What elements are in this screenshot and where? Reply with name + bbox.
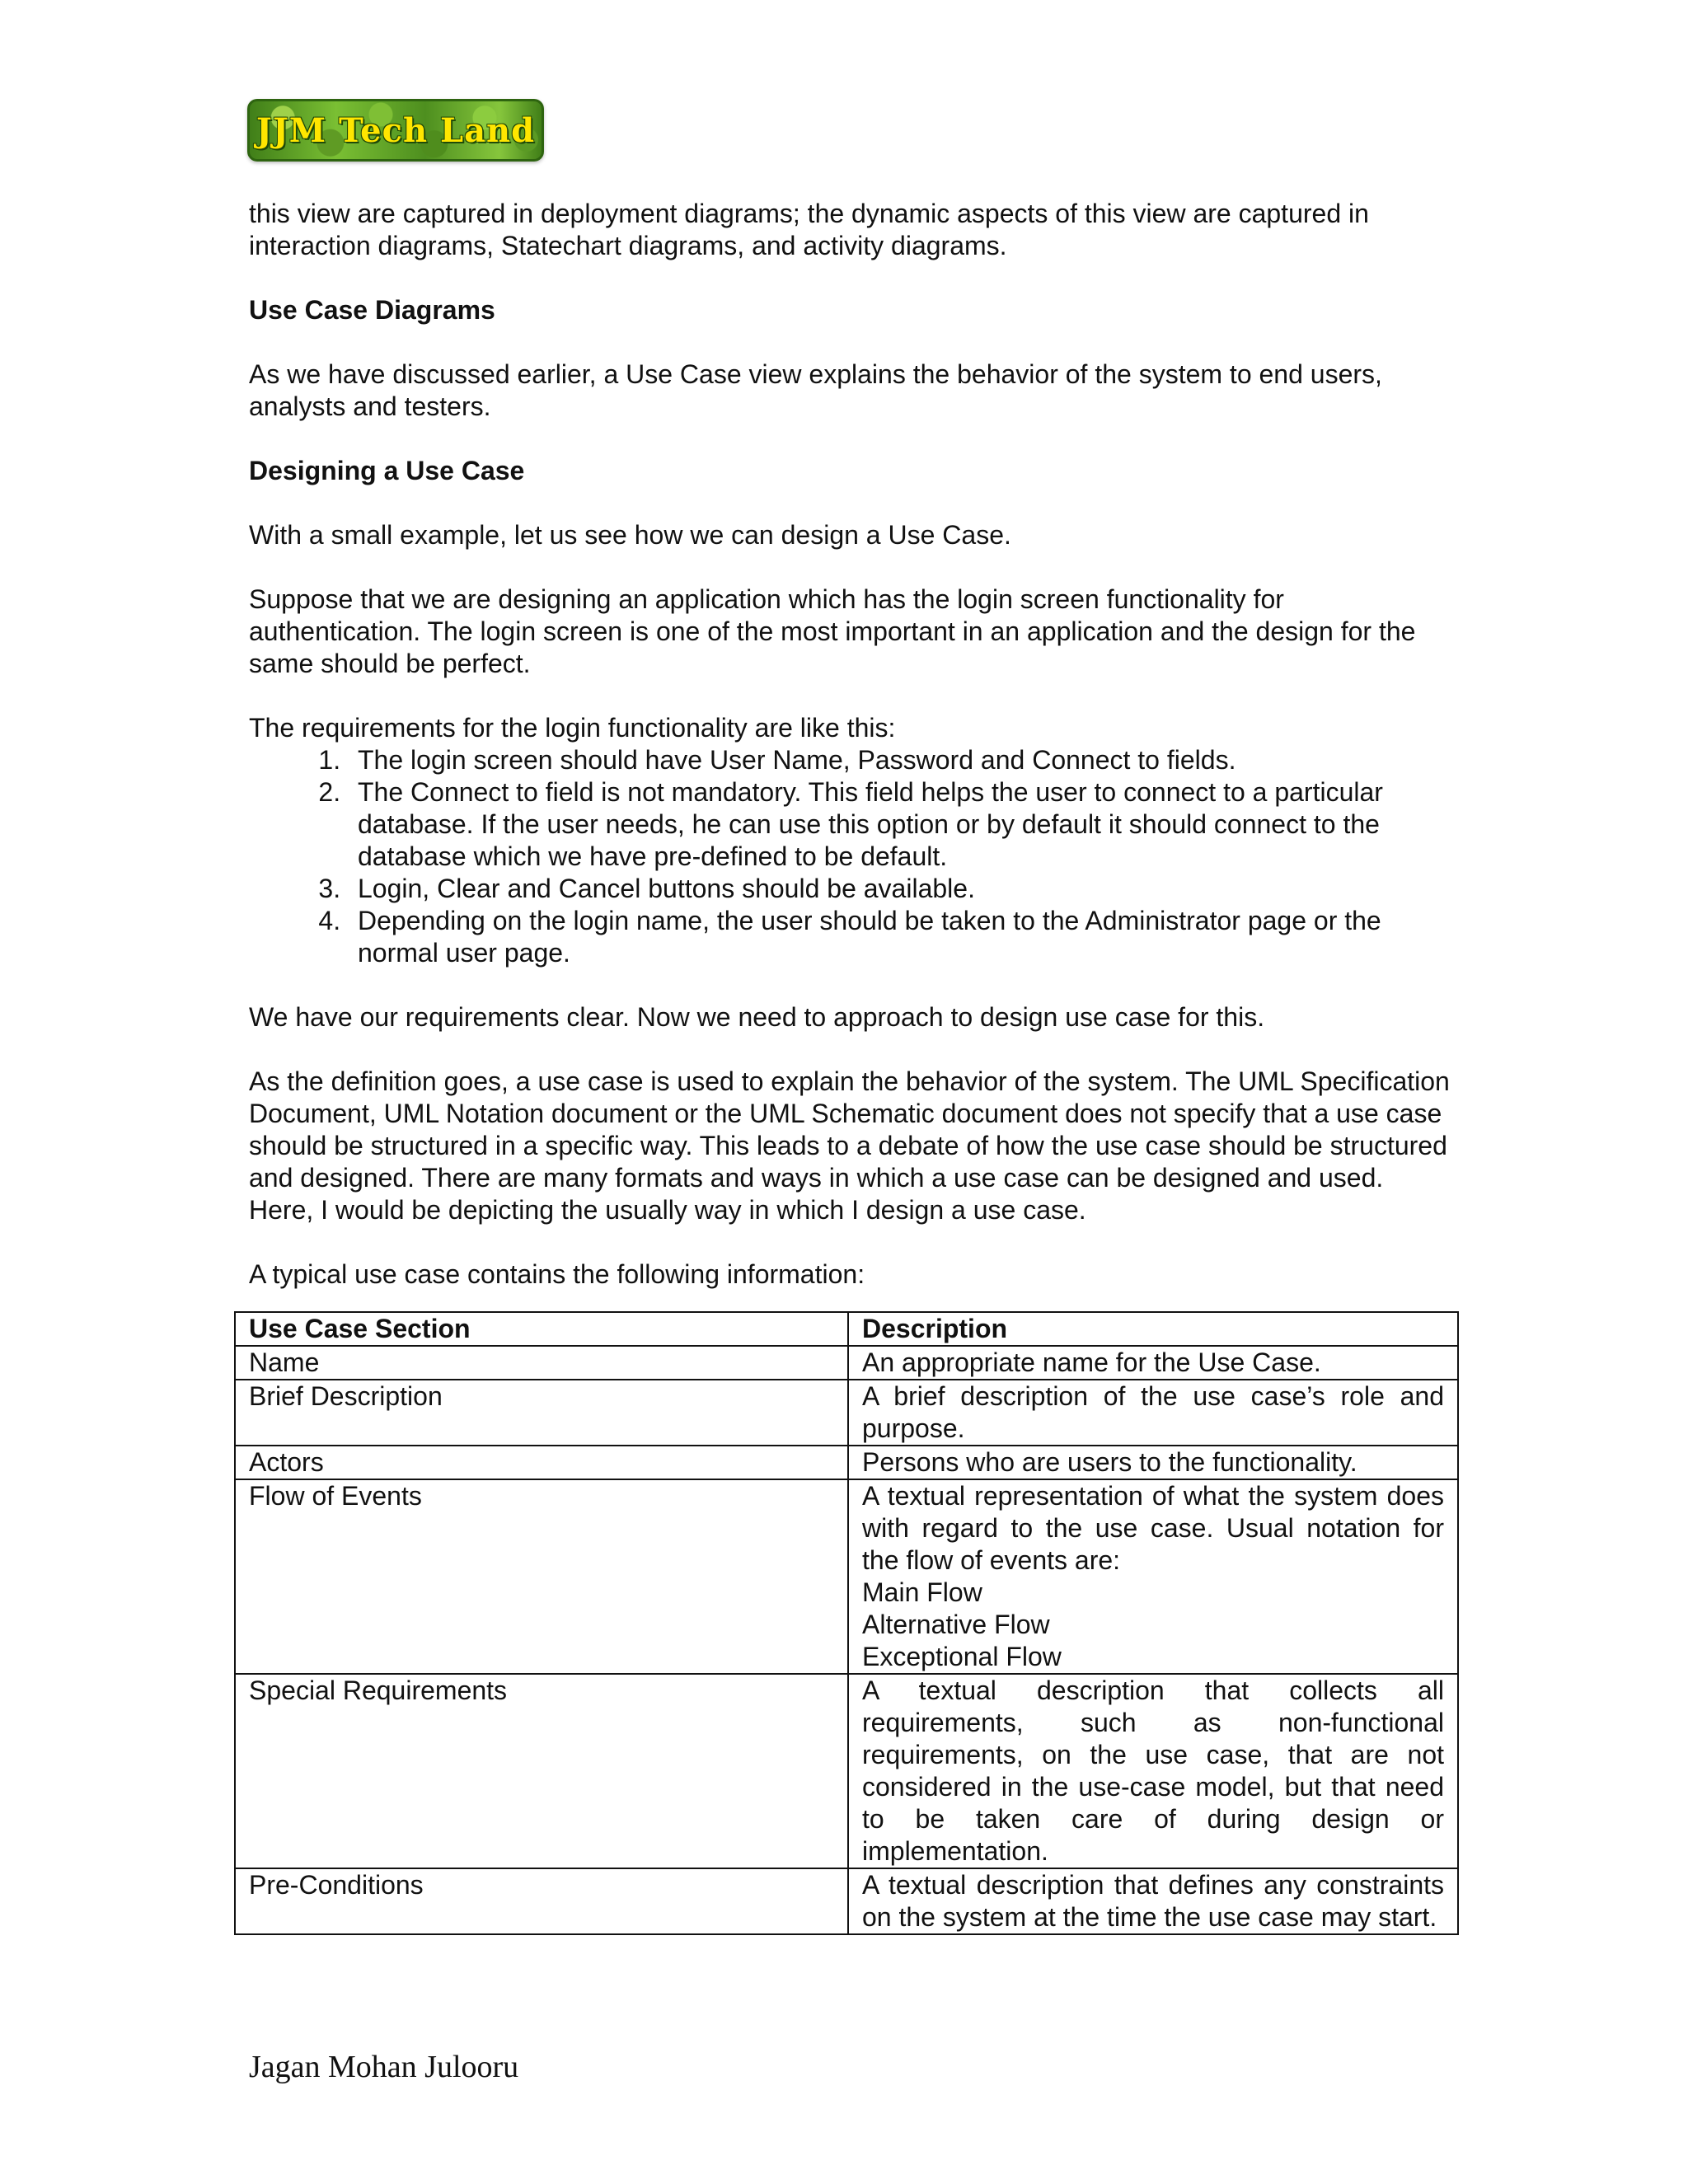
paragraph-login-app: Suppose that we are designing an application which has the login screen functionality for authentication. The login screen is one of the most important in an application and the design for the same should be perfect. <box>249 584 1416 678</box>
table-cell-section: Pre-Conditions <box>235 1868 848 1934</box>
paragraph-typical-use-case: A typical use case contains the following information: <box>249 1259 865 1289</box>
table-cell-description: A textual description that collects all requirements, such as non-functional requirements, on the use case, that are not considered in the use-case model, but that need to be taken care of during design or implementation. <box>848 1674 1458 1868</box>
document-body <box>249 198 1452 1291</box>
table-cell-section: Brief Description <box>235 1380 848 1446</box>
logo-text: JJM Tech Land <box>256 110 536 150</box>
table-row <box>235 1346 1458 1380</box>
footer-author: Jagan Mohan Julooru <box>249 2050 519 2084</box>
table-cell-description: An appropriate name for the Use Case. <box>848 1346 1458 1380</box>
table-header-section: Use Case Section <box>235 1312 848 1346</box>
table-cell-section: Special Requirements <box>235 1674 848 1868</box>
heading-designing-use-case: Designing a Use Case <box>249 456 525 485</box>
paragraph-small-example: With a small example, let us see how we can design a Use Case. <box>249 520 1011 550</box>
requirement-item: 4. Depending on the login name, the user should be taken to the Administrator page or the normal user page. <box>348 905 1452 969</box>
paragraph-use-case-view: As we have discussed earlier, a Use Case view explains the behavior of the system to end users, analysts and testers. <box>249 359 1382 421</box>
paragraph-requirements-clear: We have our requirements clear. Now we need to approach to design use case for this. <box>249 1002 1265 1032</box>
table-header-description: Description <box>848 1312 1458 1346</box>
table-cell-section: Actors <box>235 1446 848 1479</box>
paragraph-definition: As the definition goes, a use case is used to explain the behavior of the system. The UML Specification Document, UML Notation document or the UML Schematic document does not specify that a use case should be structured in a specific way. This leads to a debate of how the use case should be structured and designed. There are many formats and ways in which a use case can be designed and used. Here, I would be depicting the usually way in which I design a use case. <box>249 1066 1450 1225</box>
table-row <box>235 1446 1458 1479</box>
flow-description: A textual representation of what the system does with regard to the use case. Usual notation for the flow of events are: <box>862 1481 1444 1575</box>
requirements-list <box>249 744 1452 969</box>
table-row <box>235 1868 1458 1934</box>
heading-use-case-diagrams: Use Case Diagrams <box>249 295 495 325</box>
requirements-intro: The requirements for the login functionality are like this: <box>249 713 896 743</box>
table-header-row <box>235 1312 1458 1346</box>
table-cell-description <box>848 1479 1458 1674</box>
table-cell-description: Persons who are users to the functionality. <box>848 1446 1458 1479</box>
table-row <box>235 1674 1458 1868</box>
use-case-table <box>234 1311 1459 1935</box>
requirement-item: 1. The login screen should have User Name, Password and Connect to fields. <box>348 744 1452 776</box>
jjm-tech-land-logo <box>247 99 544 162</box>
table-cell-section: Flow of Events <box>235 1479 848 1674</box>
flow-main: Main Flow <box>862 1577 982 1607</box>
table-row <box>235 1479 1458 1674</box>
table-cell-description: A brief description of the use case’s role and purpose. <box>848 1380 1458 1446</box>
flow-exceptional: Exceptional Flow <box>862 1642 1062 1671</box>
table-cell-section: Name <box>235 1346 848 1380</box>
table-row <box>235 1380 1458 1446</box>
requirement-item: 3. Login, Clear and Cancel buttons should be available. <box>348 873 1452 905</box>
table-cell-description: A textual description that defines any constraints on the system at the time the use case may start. <box>848 1868 1458 1934</box>
requirement-item: 2. The Connect to field is not mandatory. This field helps the user to connect to a particular database. If the user needs, he can use this option or by default it should connect to the database which we have pre-defined to be default. <box>348 776 1452 873</box>
intro-paragraph: this view are captured in deployment diagrams; the dynamic aspects of this view are captured in interaction diagrams, Statechart diagrams, and activity diagrams. <box>249 199 1369 260</box>
flow-alternative: Alternative Flow <box>862 1610 1050 1639</box>
